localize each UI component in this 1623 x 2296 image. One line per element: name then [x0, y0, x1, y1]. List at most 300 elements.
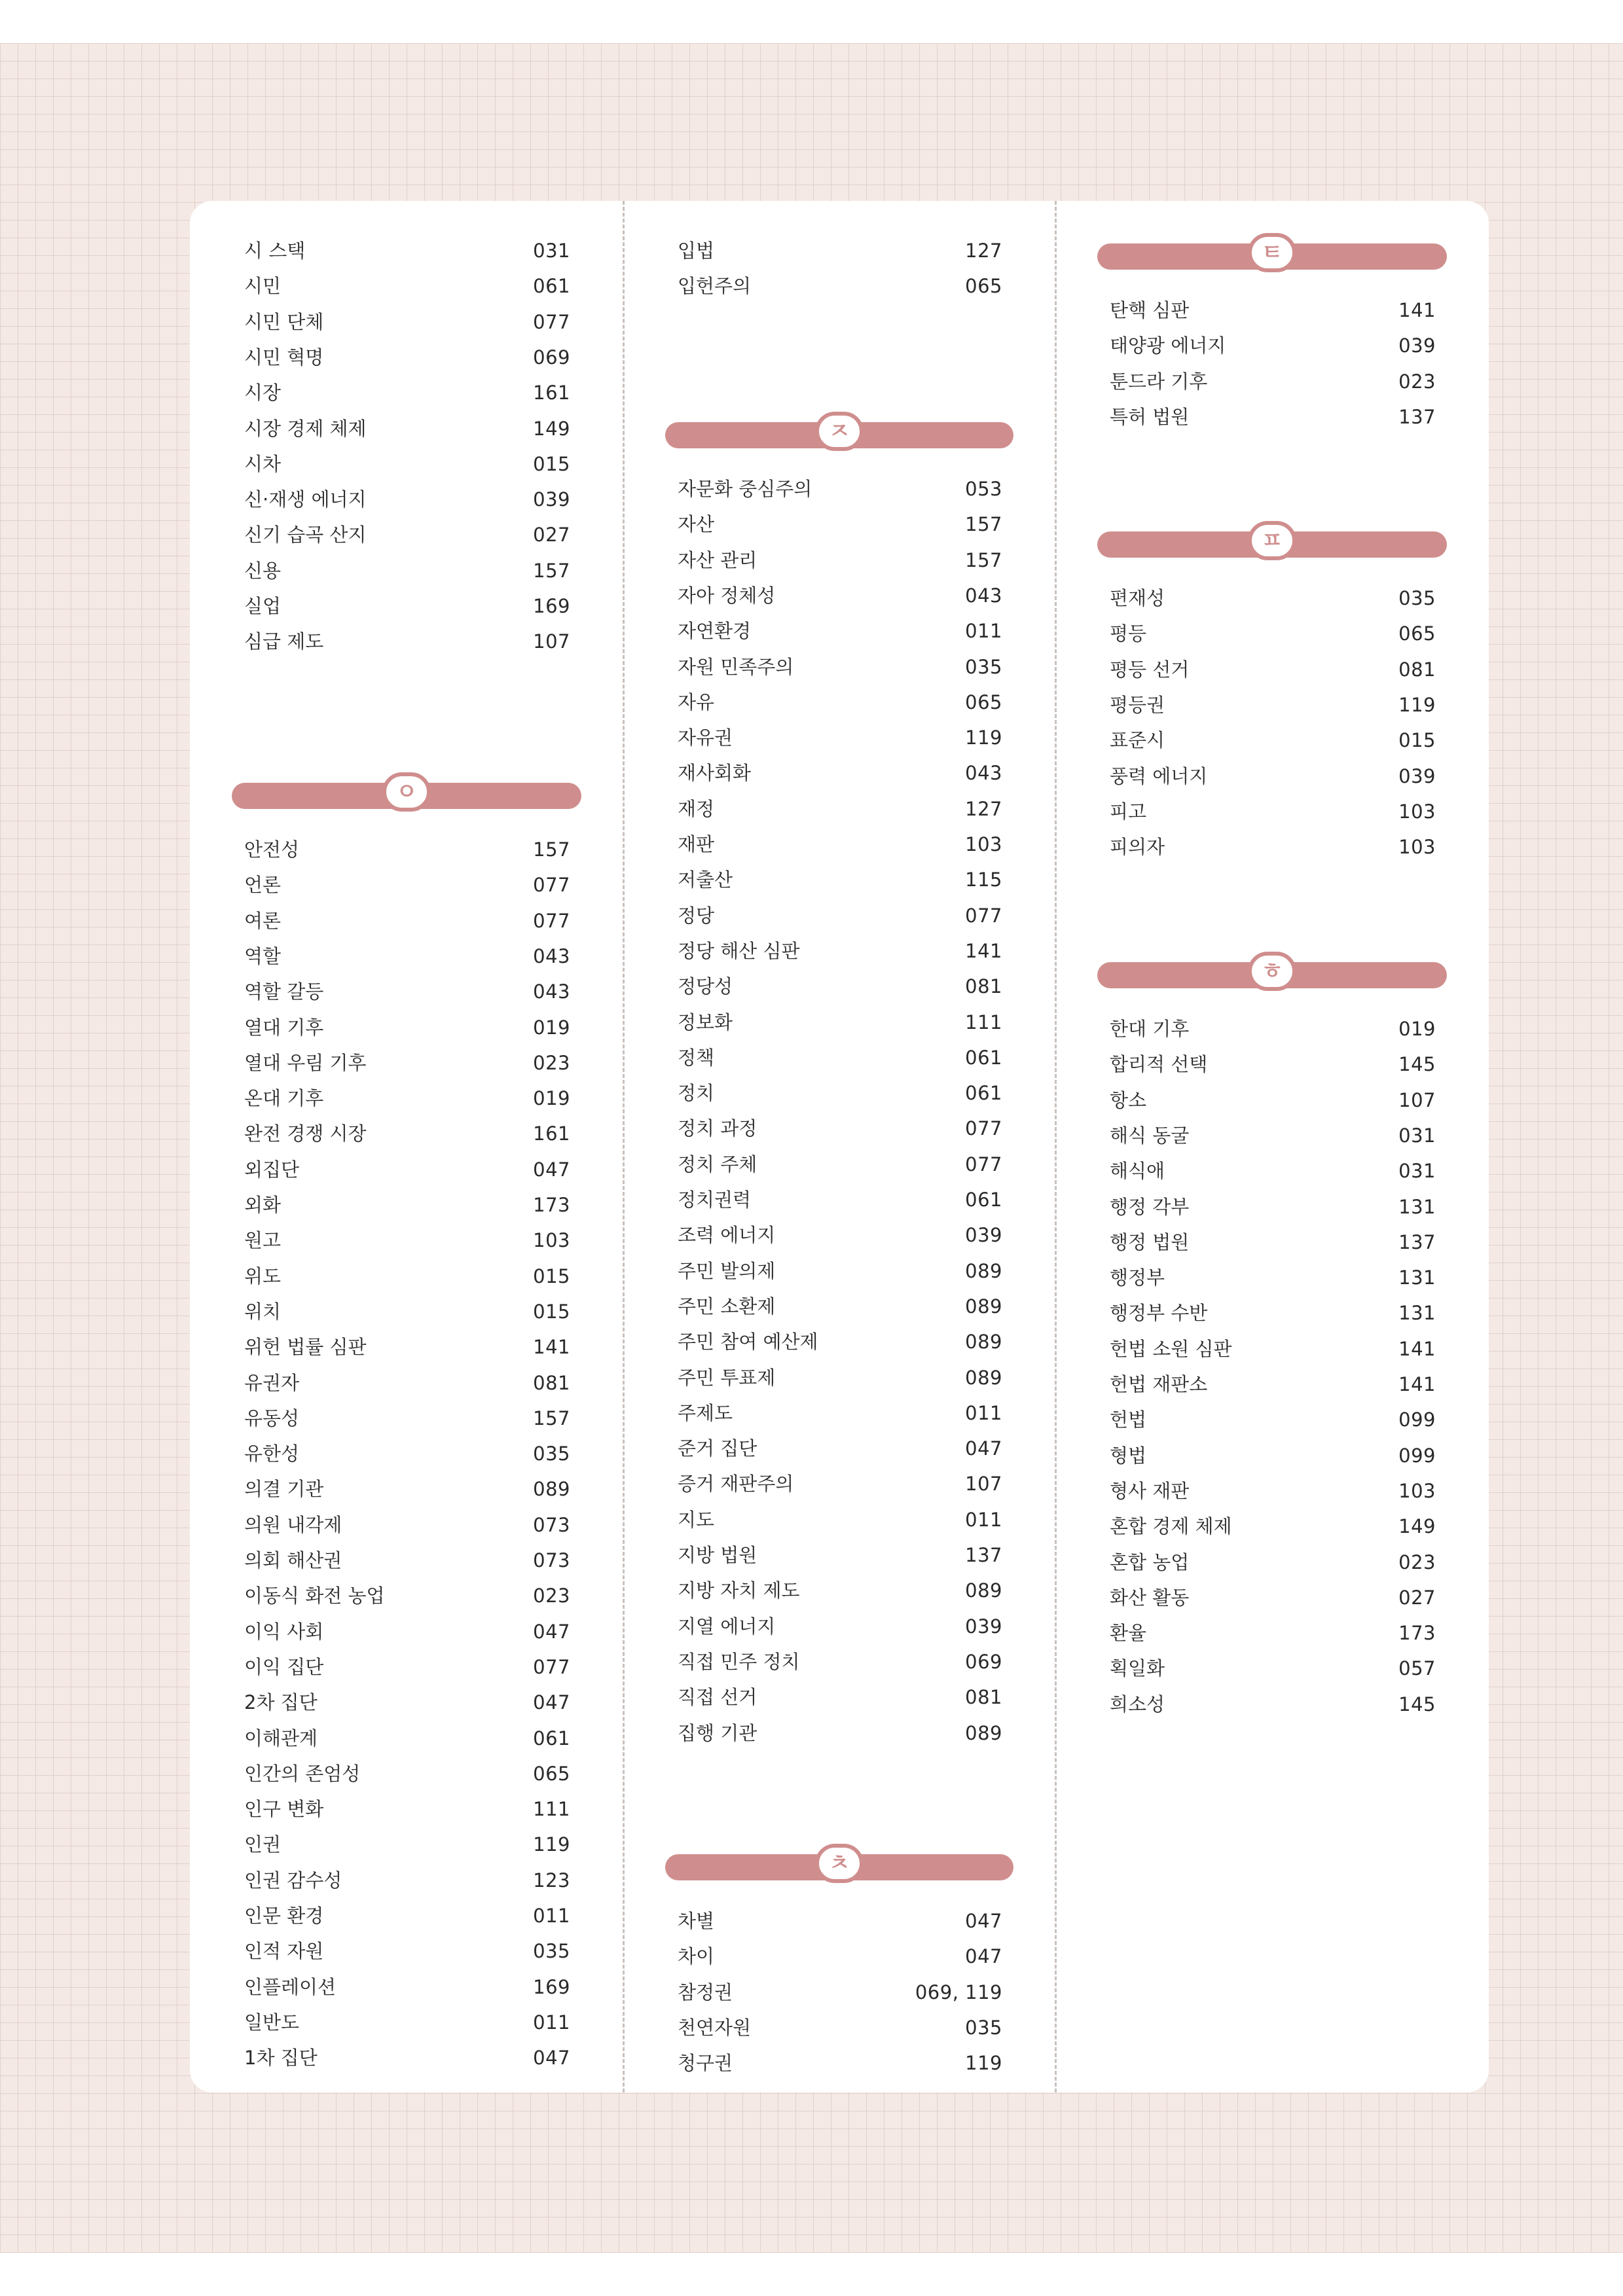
index-term: 인간의 존엄성 — [244, 1762, 361, 1785]
index-page-number: 011 — [965, 1508, 1002, 1531]
index-term: 입헌주의 — [678, 275, 752, 298]
index-page-number: 089 — [965, 1579, 1002, 1602]
index-entry — [1110, 293, 1436, 328]
index-term: 의회 해산권 — [244, 1549, 342, 1571]
index-term: 자연환경 — [678, 620, 752, 643]
index-term: 정책 — [678, 1046, 715, 1069]
index-term: 시장 경제 체제 — [244, 417, 367, 440]
index-term: 혼합 농업 — [1110, 1551, 1190, 1573]
index-page-number: 149 — [1398, 1515, 1436, 1538]
index-entry — [678, 755, 1002, 791]
index-entry — [244, 903, 570, 939]
index-term: 이해관계 — [244, 1727, 318, 1749]
index-page-number: 137 — [1398, 405, 1436, 428]
index-page-number: 089 — [965, 1366, 1002, 1389]
index-page-number: 047 — [965, 1437, 1002, 1460]
index-entry — [1110, 1687, 1436, 1722]
index-entry — [678, 1147, 1002, 1182]
index-term: 합리적 선택 — [1110, 1053, 1208, 1076]
index-term: 인구 변화 — [244, 1798, 324, 1821]
index-term: 증거 재판주의 — [678, 1473, 794, 1496]
index-term: 시차 — [244, 452, 282, 475]
index-page-number: 023 — [1398, 1551, 1436, 1573]
column-divider — [623, 201, 625, 2092]
index-page-number: 015 — [533, 452, 570, 475]
index-entry — [678, 1075, 1002, 1111]
index-term: 시민 — [244, 275, 282, 298]
index-page-number: 039 — [1398, 764, 1436, 787]
index-term: 탄핵 심판 — [1110, 299, 1190, 321]
index-page-number: 043 — [533, 980, 570, 1003]
index-page-number: 123 — [533, 1869, 570, 1892]
index-term: 원고 — [244, 1229, 282, 1252]
index-term: 평등 선거 — [1110, 658, 1190, 681]
index-entry — [244, 939, 570, 974]
index-term: 입법 — [678, 240, 715, 262]
index-entry — [678, 862, 1002, 897]
index-term: 인문 환경 — [244, 1905, 324, 1927]
index-page-number: 065 — [533, 1762, 570, 1785]
index-entry — [678, 1644, 1002, 1679]
index-term: 피의자 — [1110, 836, 1165, 859]
index-term: 인권 감수성 — [244, 1869, 342, 1892]
index-entry — [244, 624, 570, 659]
index-page-number: 023 — [533, 1585, 570, 1607]
index-page-number: 169 — [533, 1975, 570, 1998]
index-entry — [1110, 1545, 1436, 1580]
index-entry — [678, 1573, 1002, 1608]
index-page-number: 119 — [965, 726, 1002, 749]
index-term: 재사회화 — [678, 762, 752, 785]
index-term: 피고 — [1110, 800, 1147, 823]
index-term: 시장 — [244, 382, 282, 404]
index-entry — [678, 1502, 1002, 1537]
index-term: 혼합 경제 체제 — [1110, 1515, 1232, 1538]
index-term: 재판 — [678, 833, 715, 855]
index-page-number: 161 — [533, 1122, 570, 1145]
index-entry — [244, 1507, 570, 1543]
index-entry — [244, 867, 570, 903]
index-entry — [1110, 616, 1436, 651]
index-term: 자산 관리 — [678, 548, 757, 571]
index-term: 형법 — [1110, 1444, 1147, 1467]
index-term: 헌법 재판소 — [1110, 1373, 1208, 1395]
index-page-number: 019 — [1398, 1018, 1436, 1040]
index-entry — [678, 827, 1002, 862]
index-page-number: 099 — [1398, 1444, 1436, 1467]
index-term: 평등 — [1110, 622, 1147, 645]
index-page-number: 023 — [533, 1051, 570, 1074]
index-term: 주민 투표제 — [678, 1366, 776, 1389]
index-page-number: 169 — [533, 595, 570, 617]
index-term: 신기 습곡 산지 — [244, 524, 367, 547]
index-term: 풍력 에너지 — [1110, 764, 1208, 787]
index-page-number: 089 — [533, 1478, 570, 1501]
index-entry — [244, 411, 570, 446]
index-term: 희소성 — [1110, 1693, 1165, 1715]
index-entry — [1110, 581, 1436, 616]
index-entry — [1110, 399, 1436, 435]
index-entry — [244, 268, 570, 304]
index-page-number: 141 — [533, 1336, 570, 1359]
index-term: 자원 민족주의 — [678, 655, 794, 678]
index-entry — [678, 685, 1002, 720]
index-entry — [244, 1543, 570, 1578]
index-page-number: 145 — [1398, 1693, 1436, 1715]
section-header-letter: ㅌ — [1248, 233, 1296, 272]
index-term: 외집단 — [244, 1158, 300, 1181]
index-page-number: 043 — [965, 762, 1002, 785]
index-term: 온대 기후 — [244, 1087, 324, 1110]
index-entry — [244, 588, 570, 624]
index-term: 태양광 에너지 — [1110, 334, 1226, 357]
index-term: 주민 참여 예산제 — [678, 1331, 818, 1354]
index-entry — [1110, 1189, 1436, 1225]
index-page-number: 073 — [533, 1549, 570, 1571]
index-entry — [678, 720, 1002, 755]
index-term: 심급 제도 — [244, 630, 324, 653]
index-page-number: 061 — [533, 1727, 570, 1749]
index-page-number: 069 — [533, 346, 570, 368]
index-entry — [1110, 652, 1436, 687]
index-entry — [1110, 1260, 1436, 1295]
index-page-number: 061 — [965, 1189, 1002, 1211]
index-entry — [678, 233, 1002, 268]
index-page-number: 077 — [533, 310, 570, 333]
index-entry — [678, 1395, 1002, 1431]
index-entry — [1110, 1225, 1436, 1260]
index-entry — [244, 1259, 570, 1294]
index-page-number: 047 — [533, 1620, 570, 1643]
index-term: 평등권 — [1110, 693, 1165, 716]
index-term: 유동성 — [244, 1407, 300, 1429]
index-page-number: 137 — [965, 1544, 1002, 1566]
index-entry — [678, 2010, 1002, 2045]
index-term: 툰드라 기후 — [1110, 370, 1208, 393]
index-term: 열대 우림 기후 — [244, 1051, 367, 1074]
index-term: 차별 — [678, 1910, 715, 1932]
index-entry — [244, 1827, 570, 1862]
index-term: 해식애 — [1110, 1160, 1165, 1183]
index-term: 차이 — [678, 1945, 715, 1968]
index-term: 유한성 — [244, 1443, 300, 1465]
index-entry — [678, 613, 1002, 649]
index-term: 정치 주체 — [678, 1153, 757, 1175]
index-page-number: 069 — [965, 1650, 1002, 1673]
index-page-number: 077 — [965, 1153, 1002, 1175]
index-page-number: 065 — [965, 275, 1002, 298]
index-entry — [244, 1294, 570, 1329]
index-entry — [678, 507, 1002, 542]
index-entry — [1110, 794, 1436, 829]
index-entry — [678, 1111, 1002, 1146]
index-term: 재정 — [678, 797, 715, 820]
index-entry — [1110, 1651, 1436, 1686]
index-entry — [244, 1401, 570, 1436]
index-entry — [678, 791, 1002, 827]
column-divider — [1055, 201, 1057, 2092]
index-entry — [244, 1471, 570, 1507]
index-page-number: 031 — [1398, 1160, 1436, 1183]
index-page-number: 019 — [533, 1087, 570, 1110]
index-term: 지방 자치 제도 — [678, 1579, 800, 1602]
index-page-number: 115 — [965, 869, 1002, 891]
index-term: 조력 에너지 — [678, 1224, 776, 1247]
index-entry — [244, 1329, 570, 1365]
index-page-number: 157 — [965, 513, 1002, 536]
index-term: 시민 단체 — [244, 310, 324, 333]
index-term: 정보화 — [678, 1011, 733, 1033]
index-term: 1차 집단 — [244, 2047, 318, 2070]
index-page-number: 127 — [965, 240, 1002, 262]
index-term: 지방 법원 — [678, 1544, 757, 1566]
index-page-number: 047 — [965, 1910, 1002, 1932]
index-page-number: 157 — [965, 548, 1002, 571]
index-entry — [678, 1466, 1002, 1501]
index-entry — [244, 1898, 570, 1933]
section-header-bar — [232, 779, 581, 809]
index-entry — [678, 1360, 1002, 1395]
index-term: 저출산 — [678, 869, 733, 891]
index-entry — [244, 974, 570, 1009]
index-entry — [678, 1679, 1002, 1715]
index-entry — [1110, 364, 1436, 399]
index-term: 획일화 — [1110, 1657, 1165, 1680]
index-page-number: 103 — [965, 833, 1002, 855]
index-term: 외화 — [244, 1194, 282, 1216]
index-term: 주제도 — [678, 1401, 733, 1424]
index-term: 이동식 화전 농업 — [244, 1585, 385, 1607]
index-page-number: 119 — [965, 2052, 1002, 2075]
index-entry — [678, 1537, 1002, 1573]
index-page-number: 047 — [533, 1691, 570, 1714]
index-term: 정치 과정 — [678, 1117, 757, 1140]
index-page-number: 077 — [533, 874, 570, 897]
index-page-number: 011 — [533, 2011, 570, 2034]
index-term: 언론 — [244, 874, 282, 897]
index-entry — [244, 1721, 570, 1756]
index-entry — [678, 933, 1002, 969]
index-term: 행정부 — [1110, 1266, 1165, 1289]
index-entry — [244, 1045, 570, 1081]
index-entry — [244, 482, 570, 517]
index-term: 정당 — [678, 904, 715, 927]
index-term: 특허 법원 — [1110, 405, 1190, 428]
index-page-number: 027 — [533, 524, 570, 547]
index-entry — [678, 1182, 1002, 1217]
index-entry — [1110, 328, 1436, 363]
index-entry — [678, 1903, 1002, 1939]
section-header-letter: ㅊ — [815, 1844, 864, 1883]
index-entry — [678, 1040, 1002, 1075]
index-page-number: 103 — [533, 1229, 570, 1252]
index-page-number: 157 — [533, 838, 570, 861]
index-page-number: 015 — [1398, 729, 1436, 752]
section-header-bar — [1097, 958, 1447, 988]
index-term: 행정부 수반 — [1110, 1302, 1208, 1325]
index-page-number: 011 — [965, 1401, 1002, 1424]
index-page-number: 131 — [1398, 1266, 1436, 1289]
index-term: 환율 — [1110, 1622, 1147, 1645]
section-header-letter: ㅎ — [1248, 952, 1296, 991]
index-entry — [1110, 687, 1436, 723]
section-header-bar — [665, 1850, 1013, 1880]
index-entry — [244, 1933, 570, 1969]
index-term: 행정 각부 — [1110, 1195, 1190, 1218]
index-page-number: 035 — [965, 655, 1002, 678]
index-page-number: 065 — [1398, 622, 1436, 645]
index-page-number: 053 — [965, 478, 1002, 500]
index-term: 편재성 — [1110, 587, 1165, 609]
index-entry — [244, 1685, 570, 1720]
index-page-number: 173 — [533, 1194, 570, 1216]
index-page-number: 141 — [965, 939, 1002, 962]
index-term: 정치 — [678, 1082, 715, 1105]
index-page-number: 057 — [1398, 1657, 1436, 1680]
index-entry — [1110, 1295, 1436, 1331]
index-term: 주민 소환제 — [678, 1295, 776, 1318]
index-entry — [244, 2005, 570, 2040]
index-page-number: 149 — [533, 417, 570, 440]
index-entry — [244, 832, 570, 867]
index-page-number: 027 — [1398, 1586, 1436, 1609]
index-term: 자문화 중심주의 — [678, 478, 812, 500]
index-term: 표준시 — [1110, 729, 1165, 752]
index-page-number: 023 — [1398, 370, 1436, 393]
index-page-number: 019 — [533, 1016, 570, 1039]
index-page-number: 103 — [1398, 800, 1436, 823]
section-header-letter: ㅈ — [815, 412, 864, 451]
index-term: 신·재생 에너지 — [244, 488, 367, 511]
index-page-number: 039 — [533, 488, 570, 511]
index-page-number: 047 — [533, 2047, 570, 2070]
index-term: 위헌 법률 심판 — [244, 1336, 367, 1359]
index-page-number: 089 — [965, 1259, 1002, 1282]
index-term: 인권 — [244, 1833, 282, 1856]
index-page-number: 011 — [965, 620, 1002, 643]
index-page-number: 103 — [1398, 836, 1436, 859]
index-page-number: 043 — [965, 584, 1002, 607]
index-entry — [678, 1005, 1002, 1040]
index-entry — [244, 1187, 570, 1223]
index-page-number: 127 — [965, 797, 1002, 820]
index-entry — [678, 649, 1002, 685]
index-page-number: 061 — [533, 275, 570, 298]
index-page-number: 047 — [965, 1945, 1002, 1968]
index-page-number: 065 — [965, 691, 1002, 713]
index-page-number: 137 — [1398, 1230, 1436, 1253]
index-entry — [1110, 1438, 1436, 1473]
index-term: 천연자원 — [678, 2016, 752, 2039]
index-entry — [244, 340, 570, 375]
index-term: 정당 해산 심판 — [678, 939, 800, 962]
index-term: 열대 기후 — [244, 1016, 324, 1039]
index-entry — [678, 578, 1002, 613]
index-entry — [1110, 1011, 1436, 1047]
index-page-number: 111 — [533, 1798, 570, 1821]
index-page-number: 107 — [533, 630, 570, 653]
index-term: 정치권력 — [678, 1189, 752, 1211]
index-entry — [678, 1939, 1002, 1974]
index-entry — [678, 1253, 1002, 1289]
index-page-number: 119 — [533, 1833, 570, 1856]
index-term: 이익 사회 — [244, 1620, 324, 1643]
index-term: 한대 기후 — [1110, 1018, 1190, 1040]
index-page-number: 061 — [965, 1046, 1002, 1069]
index-entry — [244, 446, 570, 482]
index-page-number: 035 — [1398, 587, 1436, 609]
index-term: 집행 기관 — [678, 1721, 757, 1744]
index-entry — [244, 1791, 570, 1827]
index-entry — [244, 1010, 570, 1045]
index-entry — [1110, 1083, 1436, 1118]
index-page-number: 141 — [1398, 1373, 1436, 1395]
index-page-number: 069, 119 — [915, 1981, 1002, 2003]
index-entry — [1110, 1402, 1436, 1437]
index-page-number: 131 — [1398, 1195, 1436, 1218]
index-page-number: 043 — [533, 944, 570, 967]
index-entry — [244, 517, 570, 552]
index-page-number: 039 — [965, 1615, 1002, 1638]
index-entry — [1110, 723, 1436, 758]
index-entry — [678, 1289, 1002, 1324]
index-entry — [1110, 1580, 1436, 1615]
index-entry — [244, 1863, 570, 1898]
index-page-number: 077 — [965, 904, 1002, 927]
index-term: 청구권 — [678, 2052, 733, 2075]
index-page-number: 035 — [965, 2016, 1002, 2039]
index-page-number: 039 — [1398, 334, 1436, 357]
index-entry — [1110, 1473, 1436, 1509]
index-entry — [1110, 1331, 1436, 1367]
section-header-letter: ㅍ — [1248, 521, 1296, 560]
index-term: 실업 — [244, 595, 282, 617]
index-entry — [244, 1756, 570, 1791]
index-term: 인적 자원 — [244, 1940, 324, 1963]
index-page-number: 081 — [965, 975, 1002, 998]
index-page-number: 035 — [533, 1443, 570, 1465]
index-term: 의원 내각제 — [244, 1513, 342, 1536]
index-entry — [678, 1975, 1002, 2010]
index-page-number: 011 — [533, 1905, 570, 1927]
index-term: 안전성 — [244, 838, 300, 861]
index-term: 주민 발의제 — [678, 1259, 776, 1282]
index-term: 헌법 — [1110, 1408, 1147, 1431]
index-term: 시민 혁명 — [244, 346, 324, 368]
index-term: 위도 — [244, 1265, 282, 1287]
index-term: 이익 집단 — [244, 1655, 324, 1678]
index-term: 여론 — [244, 909, 282, 932]
index-term: 준거 집단 — [678, 1437, 757, 1460]
index-entry — [244, 233, 570, 268]
index-entry — [678, 1324, 1002, 1359]
index-page-number: 077 — [533, 1655, 570, 1678]
index-entry — [244, 304, 570, 340]
index-entry — [244, 1436, 570, 1471]
section-header-letter: ㅇ — [382, 772, 431, 812]
index-entry — [244, 1152, 570, 1187]
index-page-number: 077 — [965, 1117, 1002, 1140]
index-page-number: 073 — [533, 1513, 570, 1536]
index-page-number: 107 — [965, 1473, 1002, 1496]
index-entry — [678, 543, 1002, 578]
section-header-bar — [1097, 240, 1447, 270]
index-entry — [678, 268, 1002, 304]
index-entry — [244, 1649, 570, 1685]
index-term: 2차 집단 — [244, 1691, 318, 1714]
index-term: 위치 — [244, 1300, 282, 1323]
index-term: 유권자 — [244, 1371, 300, 1394]
